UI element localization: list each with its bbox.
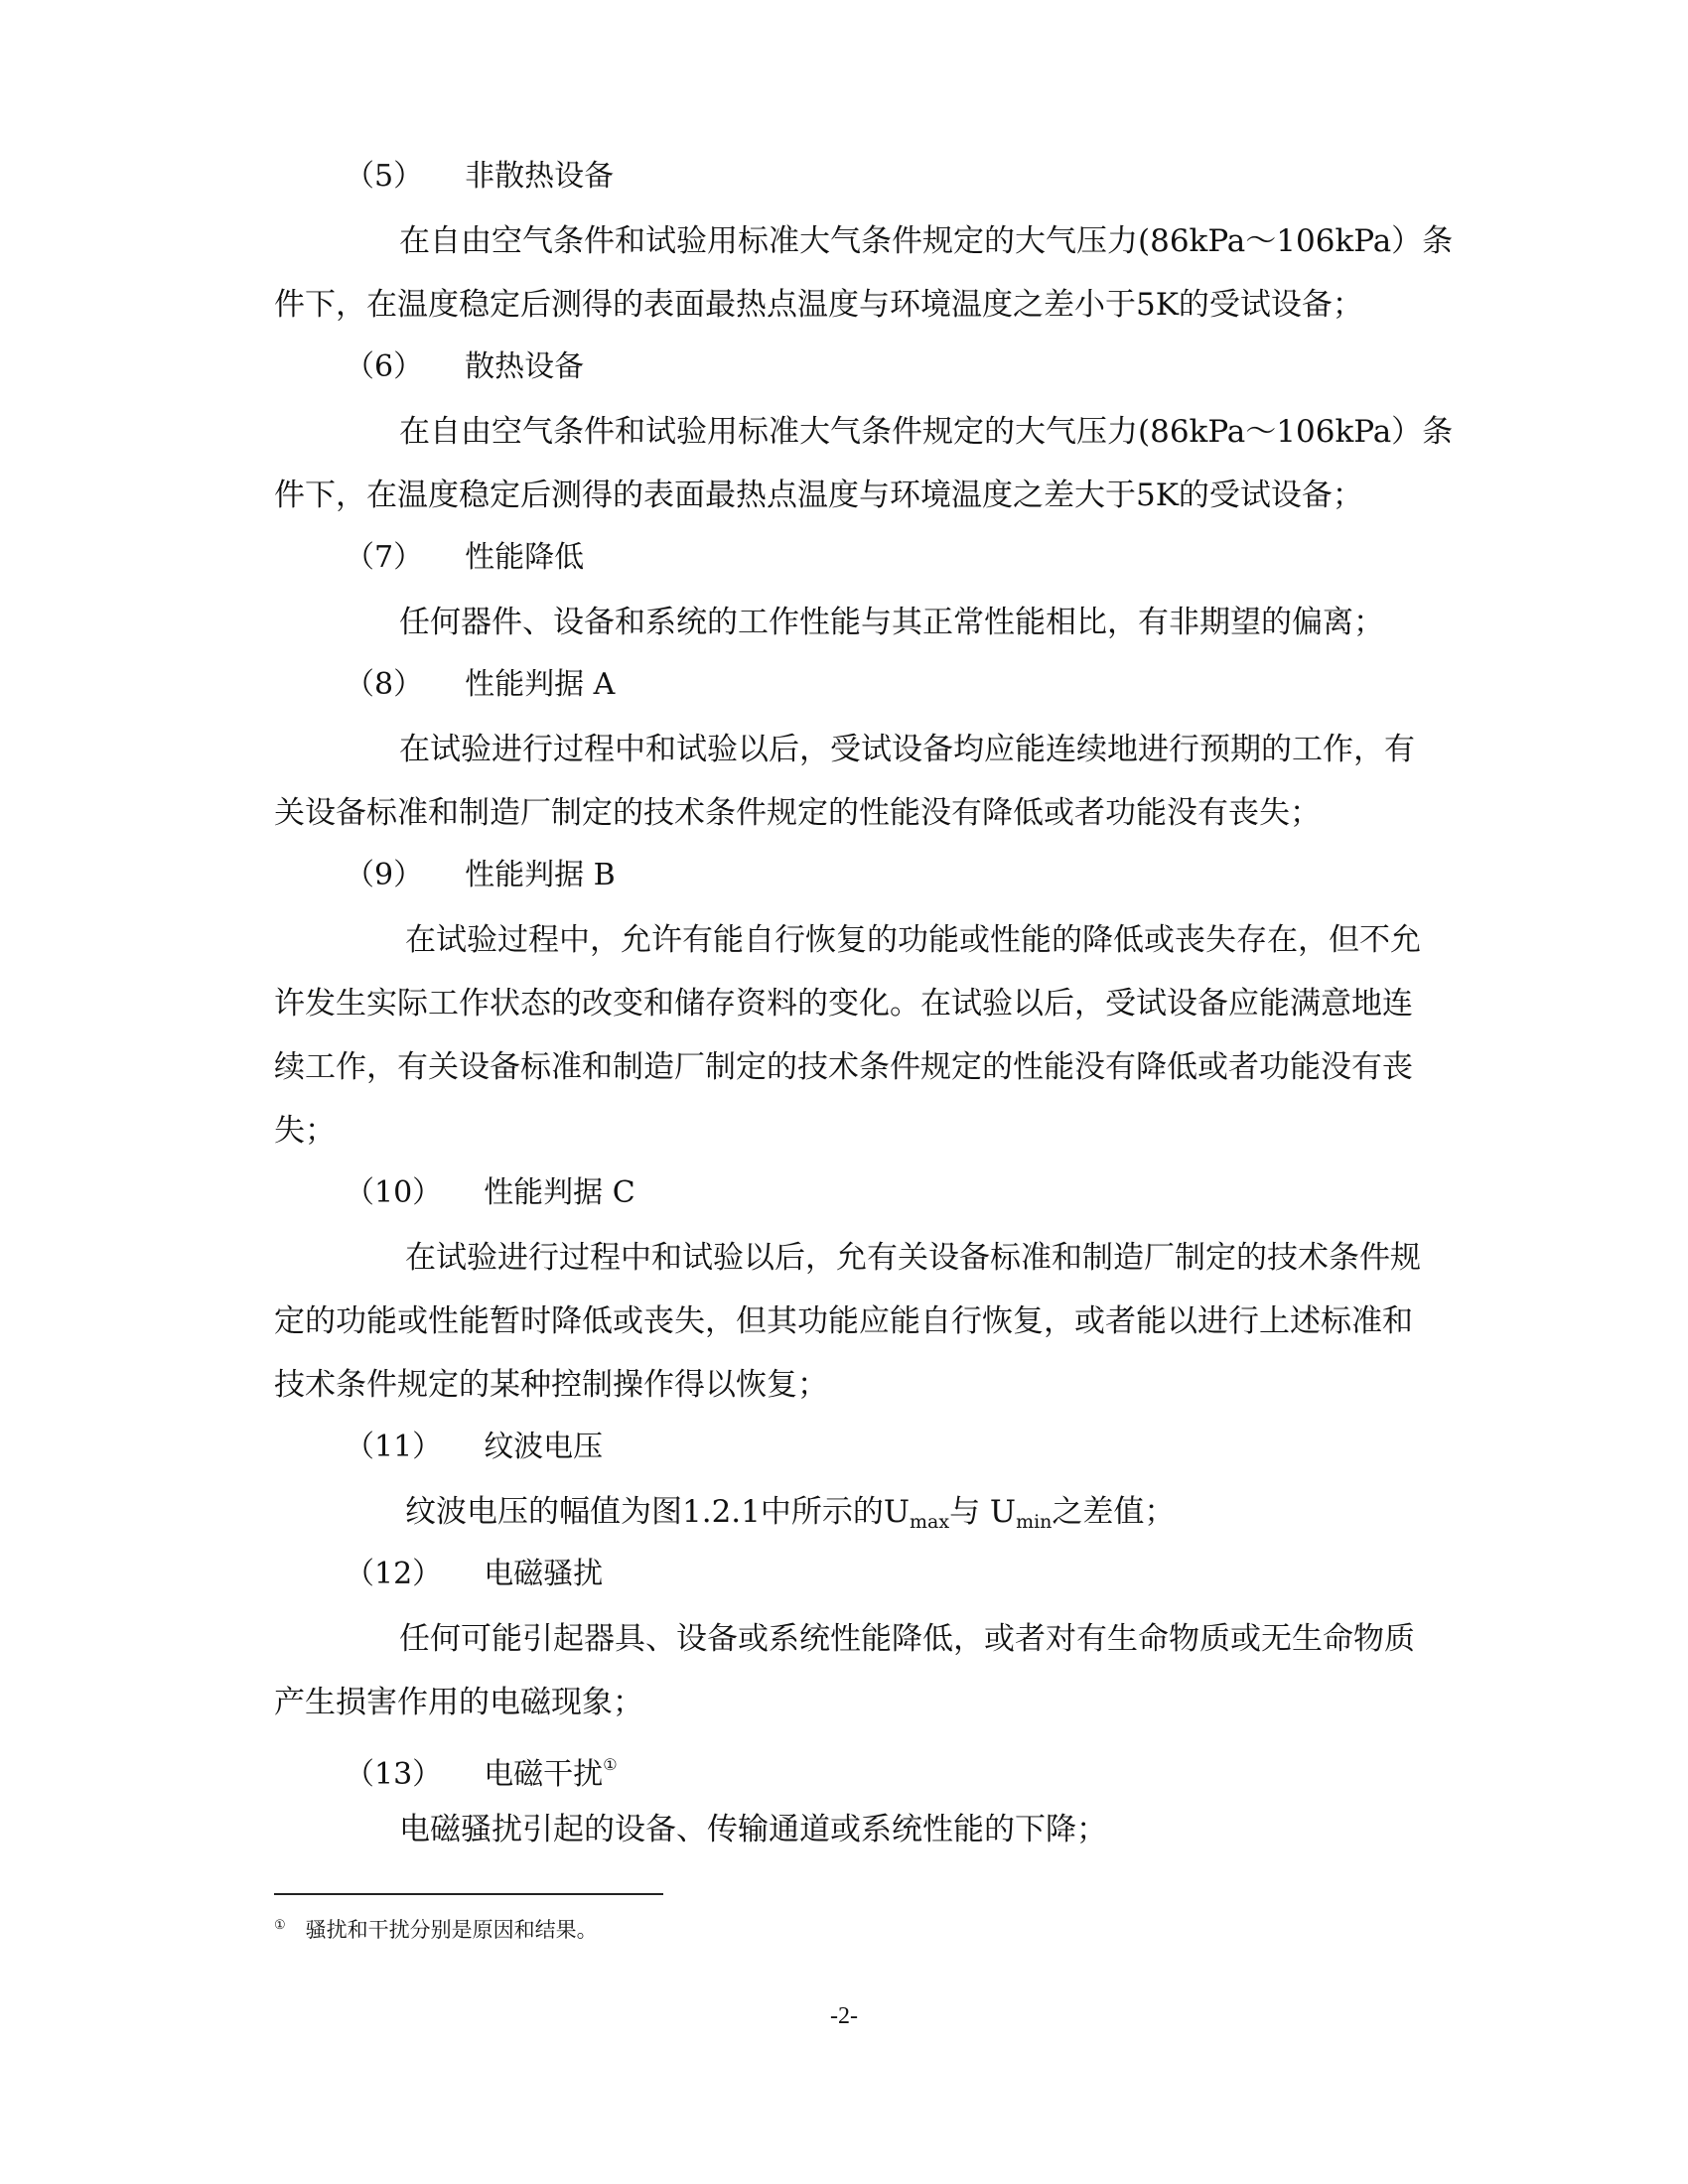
paragraph-line: 定的功能或性能暂时降低或丧失，但其功能应能自行恢复，或者能以进行上述标准和 xyxy=(274,1303,1413,1339)
paragraph-line: 在试验过程中，允许有能自行恢复的功能或性能的降低或丧失存在，但不允 xyxy=(405,922,1421,958)
footnote-reference[interactable]: ① xyxy=(603,1755,618,1774)
item-heading-5 xyxy=(345,157,614,197)
paragraph-line: 在自由空气条件和试验用标准大气条件规定的大气压力(86kPa～106kPa）条 xyxy=(399,414,1454,450)
paragraph-line: 续工作，有关设备标准和制造厂制定的技术条件规定的性能没有降低或者功能没有丧 xyxy=(274,1049,1413,1085)
item-heading-13 xyxy=(345,1745,618,1795)
paragraph-line: 电磁骚扰引起的设备、传输通道或系统性能的下降； xyxy=(399,1812,1107,1847)
paragraph-line: 关设备标准和制造厂制定的技术条件规定的性能没有降低或者功能没有丧失； xyxy=(274,795,1321,831)
item-heading-11 xyxy=(345,1428,603,1467)
item-number: （5） xyxy=(345,159,424,194)
footnote-text: 骚扰和干扰分别是原因和结果。 xyxy=(305,1918,598,1942)
paragraph-line: 件下，在温度稳定后测得的表面最热点温度与环境温度之差大于5K的受试设备； xyxy=(274,478,1363,513)
item-paragraph-5 xyxy=(274,209,1477,337)
footnote-mark: ① xyxy=(274,1918,286,1933)
paragraph-line: 许发生实际工作状态的改变和储存资料的变化。在试验以后，受试设备应能满意地连 xyxy=(274,986,1413,1022)
ripple-text-a: 纹波电压的幅值为图1.2.1中所示的U xyxy=(405,1494,911,1530)
item-paragraph-10 xyxy=(274,1226,1477,1417)
footnote xyxy=(274,1911,598,1945)
paragraph-line: 任何可能引起器具、设备或系统性能降低，或者对有生命物质或无生命物质 xyxy=(399,1621,1415,1657)
item-number: （6） xyxy=(345,349,424,384)
item-title: 纹波电压 xyxy=(484,1430,604,1464)
item-title: 非散热设备 xyxy=(465,159,615,194)
ripple-voltage-line xyxy=(274,1480,1477,1544)
item-paragraph-7 xyxy=(274,591,1477,654)
item-paragraph-9 xyxy=(274,908,1477,1162)
item-title: 性能判据 C xyxy=(484,1175,635,1210)
ripple-text-b: 与 U xyxy=(949,1494,1017,1530)
item-number: （12） xyxy=(345,1557,443,1591)
item-title: 性能判据 B xyxy=(465,858,616,892)
item-title: 电磁干扰 xyxy=(484,1757,604,1792)
paragraph-line: 在自由空气条件和试验用标准大气条件规定的大气压力(86kPa～106kPa）条 xyxy=(399,223,1454,259)
u-min-subscript: min xyxy=(1016,1511,1053,1533)
paragraph-line: 任何器件、设备和系统的工作性能与其正常性能相比，有非期望的偏离； xyxy=(399,605,1384,640)
item-number: （10） xyxy=(345,1175,443,1210)
item-title: 散热设备 xyxy=(465,349,585,384)
item-paragraph-13 xyxy=(274,1798,1477,1861)
item-number: （13） xyxy=(345,1757,443,1792)
paragraph-line: 件下，在温度稳定后测得的表面最热点温度与环境温度之差小于5K的受试设备； xyxy=(274,287,1363,323)
item-paragraph-8 xyxy=(274,718,1477,845)
item-heading-9 xyxy=(345,856,616,895)
paragraph-line: 技术条件规定的某种控制操作得以恢复； xyxy=(274,1367,828,1403)
paragraph-line: 在试验进行过程中和试验以后，允有关设备标准和制造厂制定的技术条件规 xyxy=(405,1240,1421,1276)
paragraph-line: 失； xyxy=(274,1113,336,1149)
item-paragraph-11 xyxy=(274,1480,1477,1544)
paragraph-line: 在试验进行过程中和试验以后，受试设备均应能连续地进行预期的工作，有 xyxy=(399,732,1415,767)
item-number: （7） xyxy=(345,540,424,575)
item-title: 性能判据 A xyxy=(465,667,616,702)
item-heading-12 xyxy=(345,1555,603,1594)
item-paragraph-6 xyxy=(274,400,1477,527)
item-heading-10 xyxy=(345,1173,635,1213)
item-heading-6 xyxy=(345,347,584,387)
item-heading-7 xyxy=(345,538,584,578)
item-title: 电磁骚扰 xyxy=(484,1557,604,1591)
item-number: （8） xyxy=(345,667,424,702)
item-number: （9） xyxy=(345,858,424,892)
paragraph-line: 产生损害作用的电磁现象； xyxy=(274,1685,643,1720)
item-paragraph-12 xyxy=(274,1607,1477,1734)
item-heading-8 xyxy=(345,665,615,705)
page-number: -2- xyxy=(830,2003,858,2029)
footnote-divider xyxy=(274,1893,663,1895)
ripple-text-c: 之差值； xyxy=(1052,1494,1176,1530)
u-max-subscript: max xyxy=(910,1511,950,1533)
item-title: 性能降低 xyxy=(465,540,585,575)
item-number: （11） xyxy=(345,1430,443,1464)
